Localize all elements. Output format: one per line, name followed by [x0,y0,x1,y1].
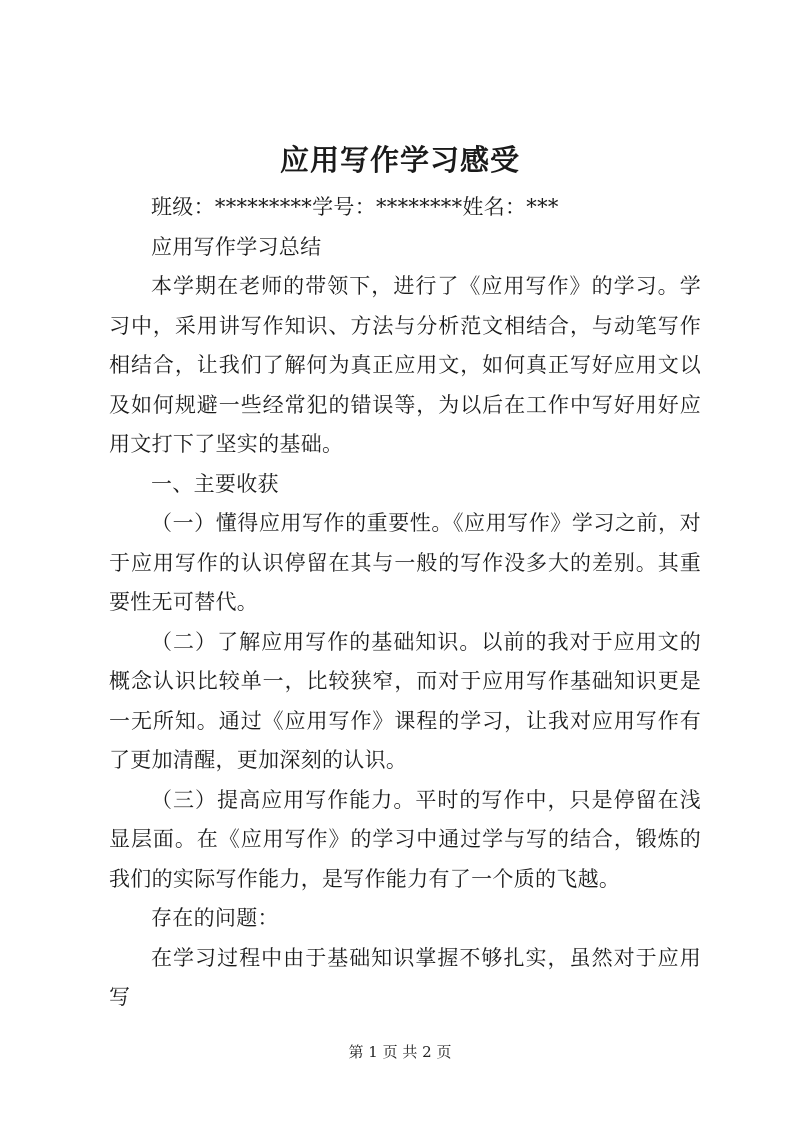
gain-paragraph-1: （一）懂得应用写作的重要性。《应用写作》学习之前，对于应用写作的认识停留在其与一般的写作没多大的差别。其重要性无可替代。 [109,511,701,614]
page-footer: 第 1 页 共 2 页 [348,1043,452,1061]
gain-paragraph-2: （二）了解应用写作的基础知识。以前的我对于应用文的概念认识比较单一，比较狭窄，而对于应用写作基础知识更是一无所知。通过《应用写作》课程的学习，让我对应用写作有了更加清醒，更加深刻的认识。 [109,629,701,772]
section-heading-problems: 存在的问题： [151,906,279,930]
document-title: 应用写作学习感受 [279,143,520,177]
problems-paragraph: 在学习过程中由于基础知识掌握不够扎实，虽然对于应用写 [109,945,701,1009]
gain-paragraph-3: （三）提高应用写作能力。平时的写作中，只是停留在浅显层面。在《应用写作》的学习中通过学与写的结合，锻炼的我们的实际写作能力，是写作能力有了一个质的飞越。 [109,787,701,891]
section-heading-gains: 一、主要收获 [151,471,279,496]
document-body [109,188,701,1018]
class-info-line: 班级：*********学号：********姓名：*** [151,195,559,219]
section-subtitle: 应用写作学习总结 [151,234,322,259]
intro-paragraph: 本学期在老师的带领下，进行了《应用写作》的学习。学习中，采用讲写作知识、方法与分析范文相结合，与动笔写作相结合，让我们了解何为真正应用文，如何真正写好应用文以及如何规避一些经常犯的错误等，为以后在工作中写好用好应用文打下了坚实的基础。 [109,274,701,456]
